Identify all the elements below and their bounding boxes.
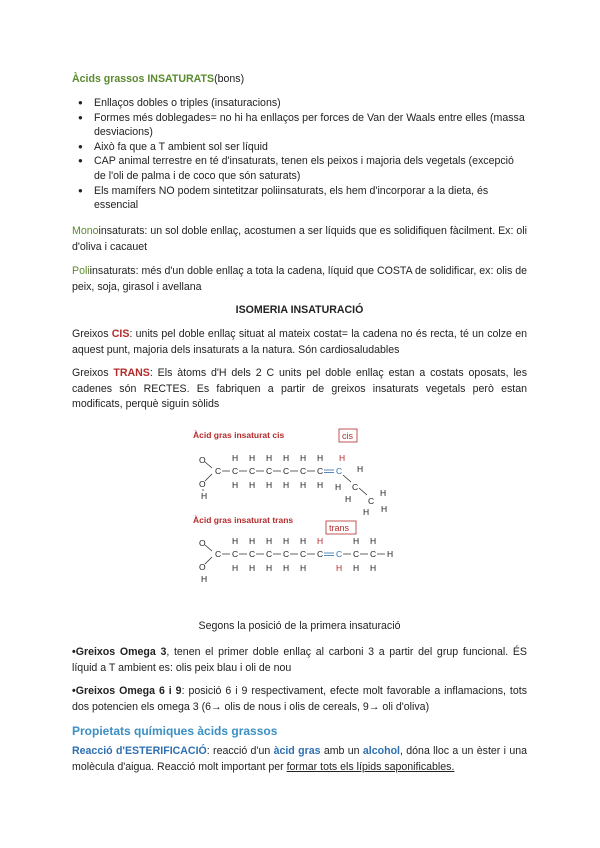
section-heading: Propietats químiques àcids grassos [72,724,278,738]
title-main: Àcids grassos INSATURATS [72,73,215,85]
ester-underlined: formar tots els lípids saponificables. [286,760,455,773]
cis-figure-title: Àcid gras insaturat cis [193,430,285,440]
list-item: ● Formes més doblegades= no hi ha enllaços per forces de Van der Waals entre elles (massa desviacions) [72,111,527,140]
svg-text:H: H [232,536,239,546]
mono-prefix: Mono [72,225,99,237]
svg-text:H: H [266,453,273,463]
svg-text:H: H [201,491,208,501]
svg-text:C: C [317,549,324,559]
isomeria-heading: ISOMERIA INSATURACIÓ [235,304,364,316]
omega3-key: •Greixos Omega 3 [72,646,167,658]
svg-text:H: H [353,563,360,573]
mono-text: insaturats: un sol doble enllaç, acostumen a ser líquids que es solidifiquen fàcilment. Ex: oli d'oliva i cacauet [72,225,527,253]
figure-caption: Segons la posició de la primera insaturació [198,620,401,632]
svg-text:H: H [335,482,342,492]
svg-text:H: H [363,507,370,517]
svg-text:H: H [381,504,388,514]
svg-text:H: H [317,536,324,546]
page-title [72,72,527,88]
svg-text:O: O [199,455,206,465]
svg-text:H: H [232,563,239,573]
poli-prefix: Poli [72,265,90,277]
svg-text:H: H [345,494,352,504]
cis-trans-figure [185,424,420,590]
ester-text-3: , dóna lloc a un èster i una molècula d'aigua. Reacció molt important per [72,745,527,773]
svg-text:H: H [387,549,394,559]
ester-text-2: amb un [320,745,363,757]
svg-text:C: C [317,466,324,476]
svg-text:C: C [283,466,290,476]
cis-lead: Greixos [72,328,112,340]
svg-text:H: H [300,480,307,490]
trans-text: : Els àtoms d'H dels 2 C units pel doble enllaç estan a costats oposats, les cadenes són RECTES. Es fabriquen a partir de greixos insaturats vegetals però estan modificats, perquè siguin sòlids [72,367,527,410]
svg-text:H: H [353,536,360,546]
svg-text:C: C [266,466,273,476]
svg-text:O: O [199,562,206,572]
svg-text:H: H [283,563,290,573]
svg-text:H: H [201,574,208,584]
svg-text:C: C [300,549,307,559]
omega3-paragraph [72,645,527,676]
svg-text:C: C [370,549,377,559]
ester-keyword-2: alcohol [362,745,400,757]
svg-text:C: C [352,482,359,492]
svg-text:H: H [339,453,346,463]
svg-text:C: C [232,549,239,559]
svg-text:H: H [283,453,290,463]
svg-text:H: H [266,536,273,546]
svg-text:H: H [317,453,324,463]
svg-text:C: C [368,496,375,506]
svg-text:H: H [249,536,256,546]
omega69-text: : posició 6 i 9 respectivament, efecte molt favorable a inflamacions, tots dos potencien els omega 3 (6→ olis de nous i olis de cereals, 9→ oli d'oliva) [72,685,527,713]
svg-text:H: H [300,453,307,463]
svg-text:H: H [232,453,239,463]
svg-text:H: H [370,563,377,573]
svg-text:C: C [215,549,222,559]
svg-text:H: H [249,563,256,573]
omega69-paragraph [72,684,527,715]
omega3-text: , tenen el primer doble enllaç al carboni 3 a partir del grup funcional. ÉS líquid a T ambient es: olis peix blau i oli de nou [72,646,527,674]
svg-text:H: H [357,464,364,474]
cis-text: : units pel doble enllaç situat al mateix costat= la cadena no és recta, té un colze en aquest punt, majoria dels insaturats a la natura. Són cardiosaludables [72,328,527,356]
svg-text:C: C [283,549,290,559]
svg-text:C: C [336,466,343,476]
properties-list [72,96,527,213]
list-item: ● Enllaços dobles o triples (insaturacions) [72,96,527,111]
trans-figure-title: Àcid gras insaturat trans [193,515,294,525]
svg-text:H: H [283,536,290,546]
svg-text:C: C [215,466,222,476]
svg-text:H: H [336,563,343,573]
svg-text:H: H [249,453,256,463]
svg-text:C: C [336,549,343,559]
cis-key: CIS [111,328,130,340]
svg-text:H: H [300,536,307,546]
svg-text:H: H [317,480,324,490]
svg-text:H: H [300,563,307,573]
svg-text:C: C [249,549,256,559]
ester-key: Reacció d'ESTERIFICACIÓ [72,745,207,757]
title-suffix: (bons) [214,73,245,85]
trans-structure [199,536,393,584]
list-item: ● Els mamífers NO podem sintetitzar poliinsaturats, els hem d'incorporar a la dieta, és essencial [72,184,527,213]
svg-text:C: C [249,466,256,476]
mono-paragraph [72,224,527,255]
cis-box-label: cis [342,431,353,441]
svg-text:C: C [353,549,360,559]
omega69-key: •Greixos Omega 6 i 9 [72,685,182,697]
svg-text:H: H [370,536,377,546]
svg-text:H: H [380,488,387,498]
svg-text:H: H [232,480,239,490]
svg-text:H: H [266,563,273,573]
ester-text-1: : reacció d'un [206,745,274,757]
svg-text:C: C [300,466,307,476]
svg-text:O: O [199,479,206,489]
svg-text:O: O [199,538,206,548]
svg-text:H: H [249,480,256,490]
poli-text: insaturats: més d'un doble enllaç a tota la cadena, líquid que COSTA de solidificar, ex: olis de peix, soja, girasol i avellana [72,265,527,293]
poli-paragraph [72,264,527,295]
svg-text:H: H [266,480,273,490]
svg-text:C: C [266,549,273,559]
trans-lead: Greixos [72,367,114,379]
trans-box-label: trans [329,523,350,533]
esterification-paragraph [72,744,527,775]
svg-text:C: C [232,466,239,476]
trans-key: TRANS [113,367,150,379]
svg-text:H: H [283,480,290,490]
cis-paragraph [72,327,527,358]
cis-structure [199,453,387,517]
ester-keyword-1: àcid gras [273,745,321,757]
list-item: ● Això fa que a T ambient sol ser líquid [72,140,527,155]
list-item: ● CAP animal terrestre en té d'insaturats, tenen els peixos i majoria dels vegetals (excepció de l'oli de palma i de coco que són saturats) [72,154,527,183]
trans-paragraph [72,366,527,413]
